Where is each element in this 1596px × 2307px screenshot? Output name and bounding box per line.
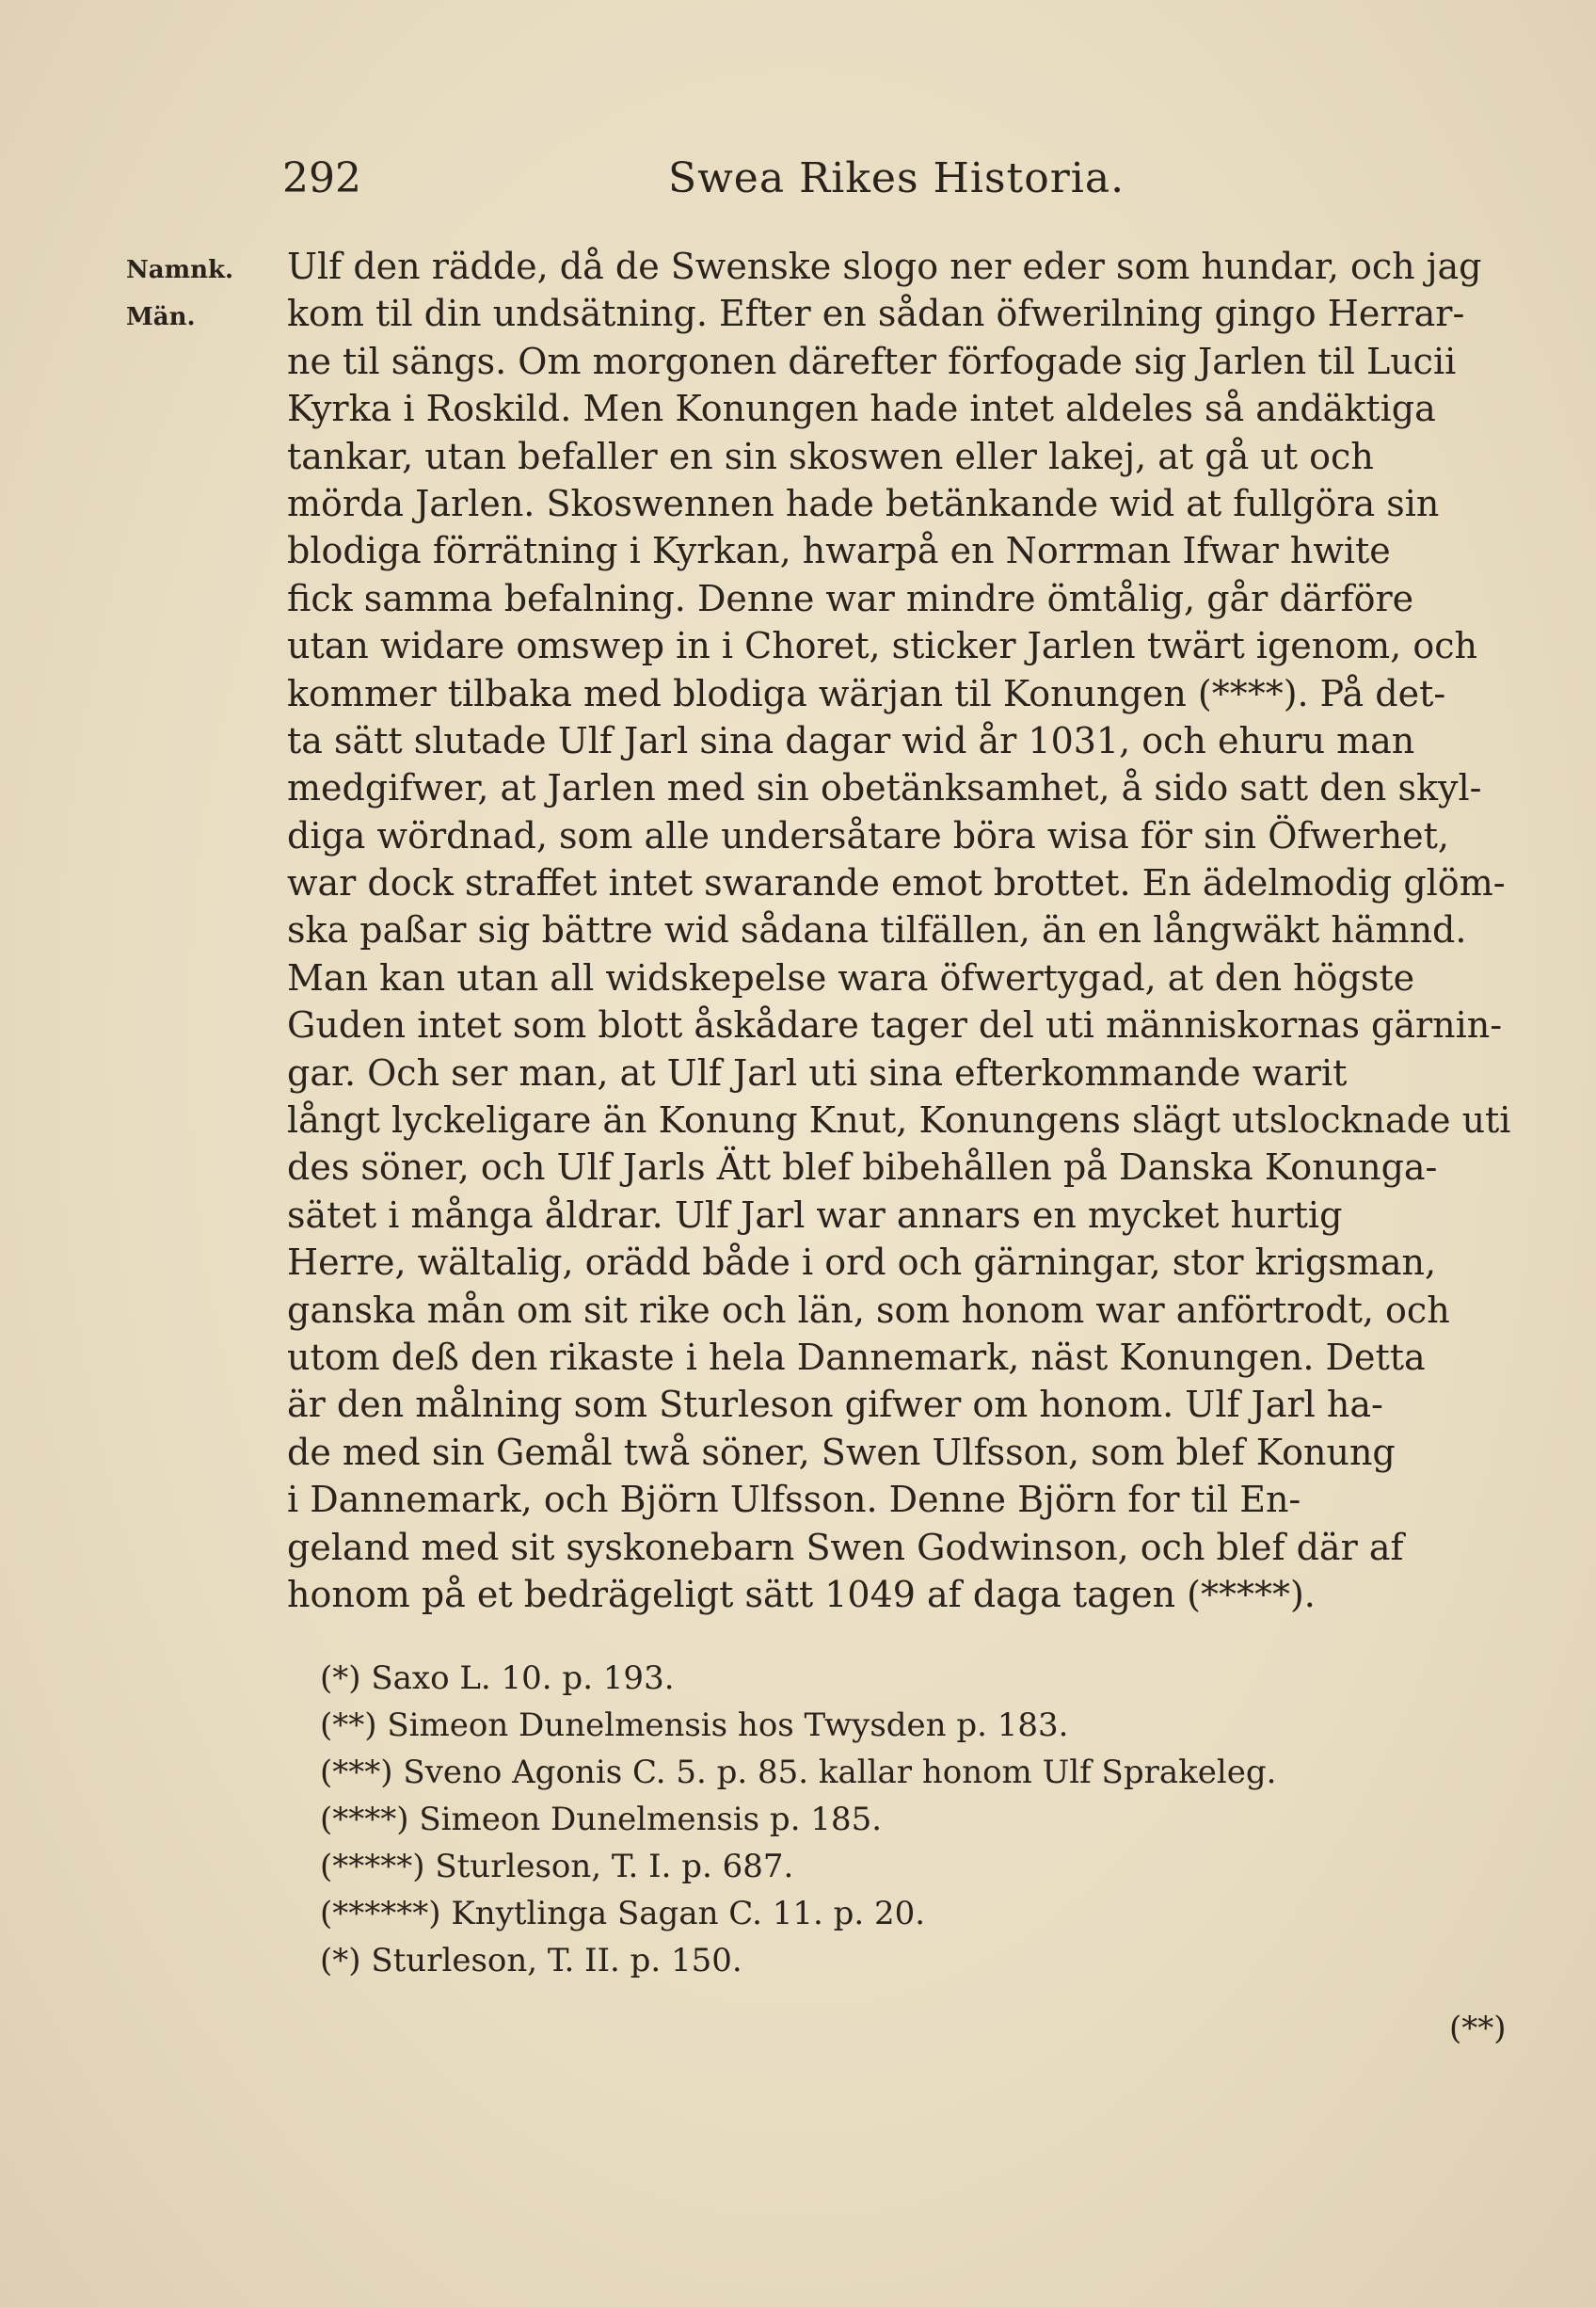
body-line: i Dannemark, och Björn Ulfsson. Denne Björn for til En-: [287, 1479, 1301, 1521]
body-line: ta sätt slutade Ulf Jarl sina dagar wid år 1031, och ehuru man: [287, 719, 1415, 761]
margin-note-line: Namnk.: [126, 256, 234, 284]
body-line: kommer tilbaka med blodiga wärjan til Konungen (****). På det-: [287, 672, 1446, 714]
body-line: Man kan utan all widskepelse wara öfwertygad, at den högste: [287, 956, 1415, 999]
body-line: fick samma befalning. Denne war mindre ömtålig, går därföre: [287, 577, 1414, 619]
body-line: sätet i många åldrar. Ulf Jarl war annars en mycket hurtig: [287, 1194, 1343, 1236]
body-line: ganska mån om sit rike och län, som honom war anförtrodt, och: [287, 1289, 1450, 1331]
body-line: honom på et bedrägeligt sätt 1049 af daga tagen (*****).: [287, 1573, 1316, 1615]
body-line: des söner, och Ulf Jarls Ätt blef bibehållen på Danska Konunga-: [287, 1146, 1438, 1189]
body-line: war dock straffet intet swarande emot brottet. En ädelmodig glöm-: [287, 862, 1506, 905]
body-line: ska paßar sig bättre wid sådana tilfällen, än en långwäkt hämnd.: [287, 909, 1467, 952]
body-line: geland med sit syskonebarn Swen Godwinson, och blef där af: [287, 1526, 1404, 1568]
body-line: tankar, utan befaller en sin skoswen eller lakej, at gå ut och: [287, 435, 1374, 477]
running-title: Swea Rikes Historia.: [668, 154, 1125, 202]
footnote: (****) Simeon Dunelmensis p. 185.: [320, 1801, 883, 1838]
body-line: medgifwer, at Jarlen med sin obetänksamhet, å sido satt den skyl-: [287, 767, 1482, 809]
body-line: Kyrka i Roskild. Men Konungen hade intet aldeles så andäktiga: [287, 388, 1436, 430]
page-header: [282, 151, 1299, 207]
margin-note: [126, 247, 267, 341]
body-line: gar. Och ser man, at Ulf Jarl uti sina efterkommande warit: [287, 1051, 1348, 1094]
body-line: Ulf den rädde, då de Swenske slogo ner eder som hundar, och jag: [287, 246, 1482, 287]
body-line: de med sin Gemål twå söner, Swen Ulfsson, som blef Konung: [287, 1431, 1396, 1473]
body-line: diga wördnad, som alle undersåtare böra wisa för sin Öfwerhet,: [287, 814, 1449, 857]
body-line: kom til din undsätning. Efter en sådan öfwerilning gingo Herrar-: [287, 293, 1465, 335]
body-line: är den målning som Sturleson gifwer om honom. Ulf Jarl ha-: [287, 1384, 1383, 1426]
body-text: [287, 243, 1529, 1618]
footnote: (*****) Sturleson, T. I. p. 687.: [320, 1848, 794, 1885]
footnote: (******) Knytlinga Sagan C. 11. p. 20.: [320, 1895, 926, 1932]
footnote: (*) Sturleson, T. II. p. 150.: [320, 1942, 742, 1979]
body-line: blodiga förrätning i Kyrkan, hwarpå en Norrman Ifwar hwite: [287, 530, 1391, 572]
margin-note-line: Män.: [126, 303, 196, 331]
body-line: utom deß den rikaste i hela Dannemark, näst Konungen. Detta: [287, 1336, 1426, 1378]
footnote: (**) Simeon Dunelmensis hos Twysden p. 183.: [320, 1706, 1069, 1744]
page-number: 292: [282, 154, 361, 202]
body-line: Herre, wältalig, orädd både i ord och gärningar, stor krigsman,: [287, 1242, 1437, 1284]
footnote: (*) Saxo L. 10. p. 193.: [320, 1659, 675, 1697]
body-line: långt lyckeligare än Konung Knut, Konungens slägt utslocknade uti: [287, 1099, 1511, 1142]
footnotes: [320, 1655, 1355, 1984]
body-line: ne til sängs. Om morgonen därefter förfogade sig Jarlen til Lucii: [287, 340, 1457, 382]
body-line: utan widare omswep in i Choret, sticker Jarlen twärt igenom, och: [287, 625, 1477, 667]
footnote: (***) Sveno Agonis C. 5. p. 85. kallar honom Ulf Sprakeleg.: [320, 1754, 1277, 1791]
body-line: Guden intet som blott åskådare tager del uti människornas gärnin-: [287, 1004, 1503, 1047]
catchword: (**): [1449, 2010, 1507, 2047]
body-line: mörda Jarlen. Skoswennen hade betänkande wid at fullgöra sin: [287, 482, 1440, 524]
